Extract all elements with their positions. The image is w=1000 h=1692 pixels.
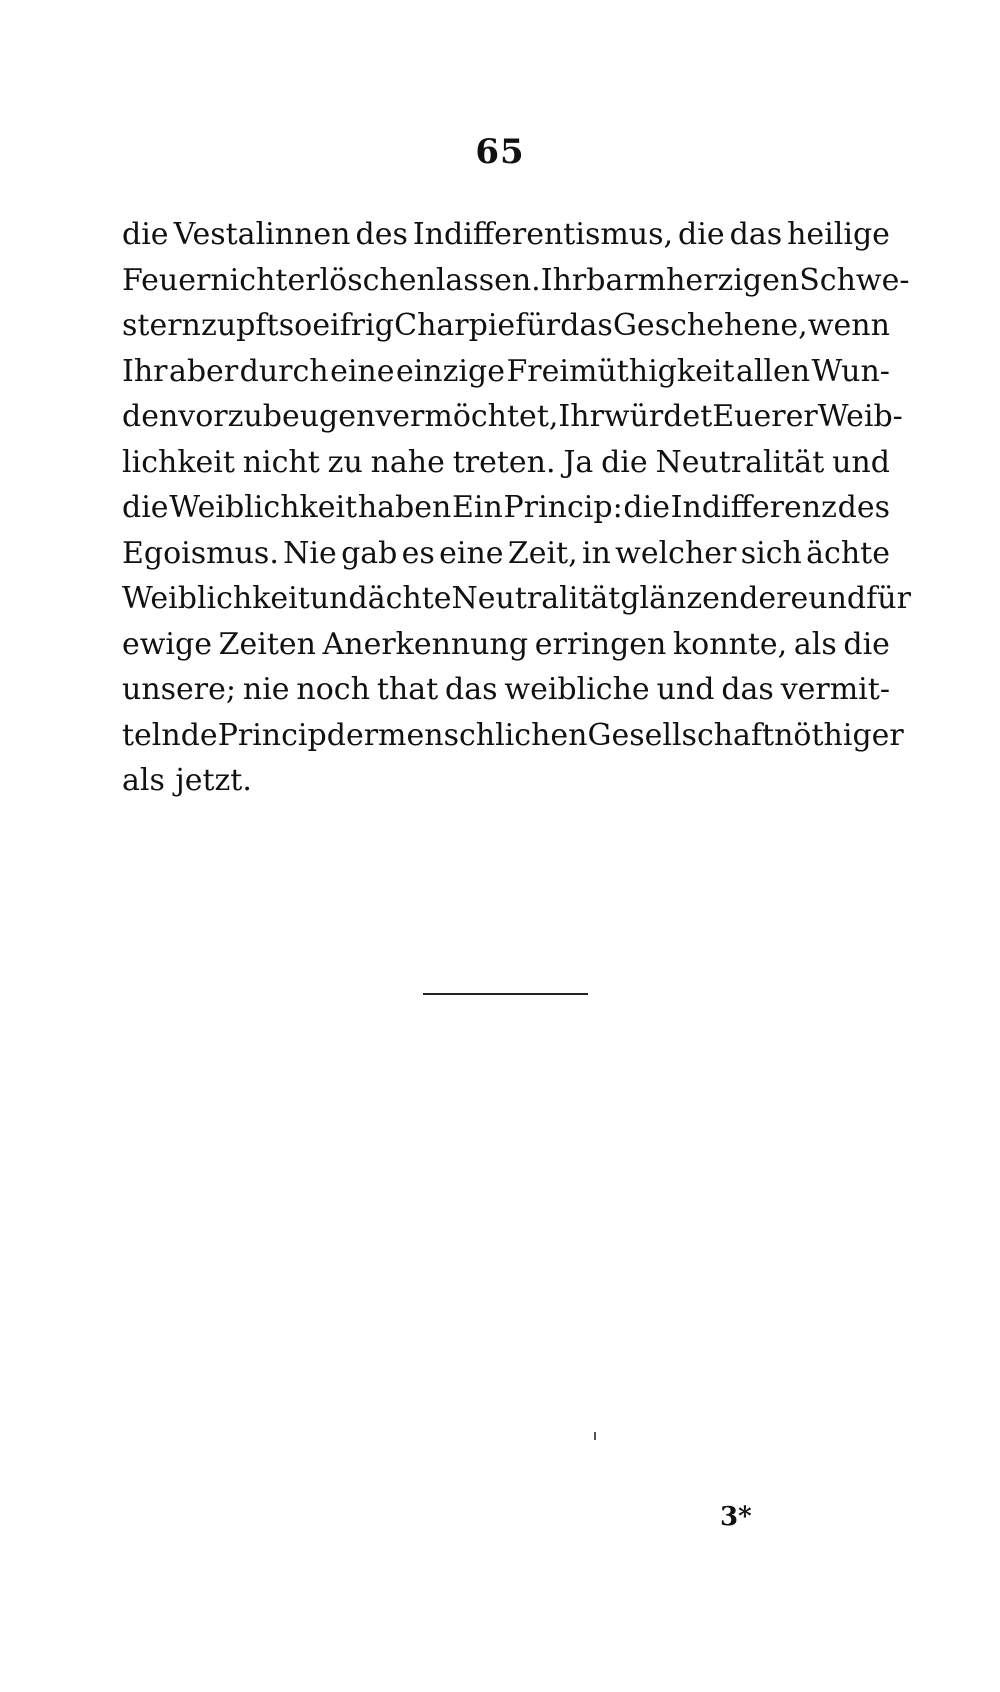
word: ächte	[367, 581, 452, 616]
word: stern	[122, 308, 201, 343]
word: sich	[740, 535, 802, 571]
word: Weib-	[817, 399, 903, 434]
word: Gesellschaft	[587, 717, 775, 753]
word: und	[309, 581, 368, 616]
word: Ein	[452, 490, 503, 525]
text-line	[122, 258, 910, 304]
word: die	[601, 444, 648, 480]
word: das	[729, 217, 783, 252]
word: des	[837, 490, 890, 525]
text-line	[122, 667, 890, 713]
word: Nie	[283, 535, 337, 571]
text-line	[122, 212, 890, 258]
word: das	[445, 672, 498, 707]
word: Weiblichkeit	[169, 490, 358, 525]
word: und	[832, 444, 890, 480]
word: Euerer	[712, 399, 818, 434]
word: die	[122, 490, 169, 525]
word: Schwe-	[799, 262, 910, 298]
word: jetzt.	[175, 763, 252, 798]
text-line	[122, 531, 890, 577]
word: ächte	[806, 535, 890, 571]
word: zupft	[201, 308, 279, 343]
page-number: 65	[475, 132, 525, 172]
word: einzige	[395, 353, 505, 389]
word: Neutralität	[451, 581, 621, 616]
word: ewige	[122, 626, 212, 662]
word: that	[376, 672, 439, 707]
word: Charpie	[394, 308, 516, 343]
word: für	[866, 581, 911, 616]
word: Geschehene,	[612, 308, 808, 343]
word: zu	[327, 444, 363, 480]
word: konnte,	[672, 626, 788, 662]
word: gab	[341, 535, 398, 571]
word: vorzubeugen	[178, 399, 376, 434]
word: barmherzigen	[586, 262, 800, 298]
word: lichkeit	[122, 444, 235, 480]
section-divider	[423, 993, 588, 995]
word: als	[122, 763, 165, 798]
word: Princip	[217, 717, 327, 753]
word: das	[560, 308, 613, 343]
word: eine	[439, 535, 504, 571]
word: allen	[735, 353, 811, 389]
word: menschlichen	[378, 717, 588, 753]
word: als	[793, 626, 837, 662]
word: in	[581, 535, 611, 571]
word: Ihr	[540, 262, 587, 298]
word: den	[122, 399, 179, 434]
word: die	[678, 217, 725, 252]
text-line	[122, 622, 890, 668]
word: telnde	[122, 717, 218, 753]
word: es	[401, 535, 435, 571]
word: Ihr	[122, 353, 168, 389]
word: nicht	[210, 262, 288, 298]
word: Zeit,	[507, 535, 578, 571]
word: noch	[296, 672, 370, 707]
word: Indifferentismus,	[412, 217, 674, 252]
word: Zeiten	[218, 626, 316, 662]
word: treten.	[452, 444, 556, 480]
word: die	[623, 490, 670, 525]
text-line	[122, 303, 890, 349]
word: eifrig	[312, 308, 394, 343]
word: wenn	[807, 308, 890, 343]
word: Wun-	[811, 353, 890, 389]
word: die	[122, 217, 169, 252]
word: würdet	[603, 399, 713, 434]
text-line	[122, 394, 903, 440]
signature-mark: 3*	[720, 1502, 752, 1532]
body-text	[122, 212, 911, 804]
text-line	[122, 576, 911, 622]
word: und	[808, 581, 867, 616]
word: unsere;	[122, 672, 236, 707]
text-line	[122, 758, 890, 804]
word: erringen	[534, 626, 667, 662]
text-line	[122, 713, 904, 759]
text-line	[122, 349, 890, 395]
word: Anerkennung	[322, 626, 529, 662]
word: vermöchtet,	[375, 399, 559, 434]
word: Egoismus.	[122, 535, 279, 571]
text-line	[122, 485, 890, 531]
word: nicht	[242, 444, 320, 480]
word: erlöschen	[287, 262, 436, 298]
word: nie	[242, 672, 290, 707]
word: lassen.	[435, 262, 541, 298]
word: Freimüthigkeit	[506, 353, 735, 389]
word: welcher	[615, 535, 737, 571]
word: so	[278, 308, 313, 343]
word: Ihr	[558, 399, 604, 434]
word: das	[721, 672, 774, 707]
word: eine	[330, 353, 395, 389]
word: des	[355, 217, 408, 252]
word: heilige	[787, 217, 890, 252]
word: für	[515, 308, 561, 343]
word: nahe	[370, 444, 445, 480]
word: Weiblichkeit	[122, 581, 310, 616]
word: durch	[239, 353, 329, 389]
word: Princip:	[503, 490, 623, 525]
word: vermit-	[780, 672, 890, 707]
word: Vestalinnen	[173, 217, 351, 252]
print-speck	[594, 1432, 596, 1440]
word: und	[656, 672, 715, 707]
word: haben	[357, 490, 452, 525]
word: nöthiger	[774, 717, 904, 753]
word: aber	[168, 353, 239, 389]
word: Neutralität	[655, 444, 825, 480]
text-line	[122, 440, 890, 486]
word: Ja	[563, 444, 594, 480]
word: Indifferenz	[670, 490, 837, 525]
word: der	[326, 717, 379, 753]
word: glänzendere	[620, 581, 809, 616]
word: weibliche	[504, 672, 650, 707]
word: die	[843, 626, 890, 662]
word: Feuer	[122, 262, 211, 298]
